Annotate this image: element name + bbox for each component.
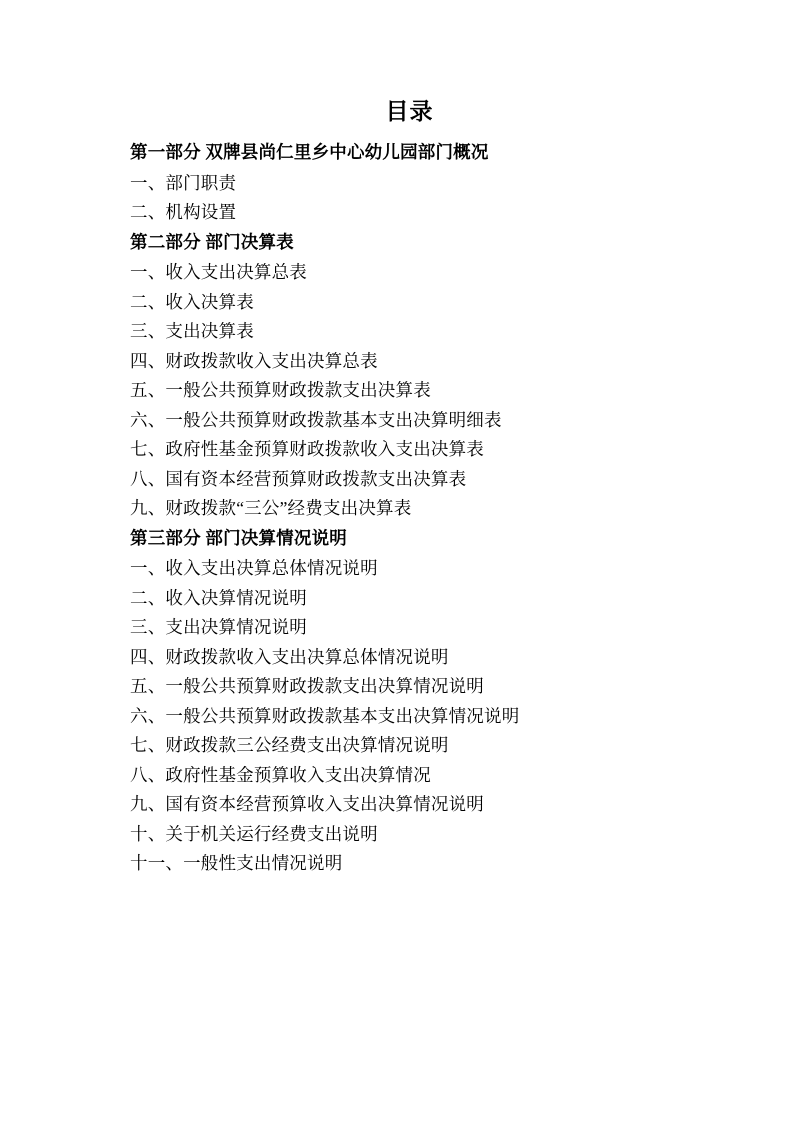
toc-entry-item[interactable]: 六、一般公共预算财政拨款基本支出决算情况说明 <box>130 705 520 726</box>
toc-entry-item[interactable]: 五、一般公共预算财政拨款支出决算情况说明 <box>130 676 484 697</box>
toc-entry-item[interactable]: 二、收入决算情况说明 <box>130 587 307 608</box>
toc-entry-item[interactable]: 十、关于机关运行经费支出说明 <box>130 823 378 844</box>
table-of-contents <box>130 144 689 873</box>
toc-entry-item[interactable]: 六、一般公共预算财政拨款基本支出决算明细表 <box>130 409 502 430</box>
toc-entry-part[interactable]: 第一部分 双牌县尚仁里乡中心幼儿园部门概况 <box>130 142 489 163</box>
toc-entry-item[interactable]: 九、国有资本经营预算收入支出决算情况说明 <box>130 794 484 815</box>
toc-entry-item[interactable]: 四、财政拨款收入支出决算总表 <box>130 350 378 371</box>
toc-entry-item[interactable]: 二、机构设置 <box>130 202 237 223</box>
toc-entry-item[interactable]: 五、一般公共预算财政拨款支出决算表 <box>130 380 431 401</box>
toc-entry-item[interactable]: 十一、一般性支出情况说明 <box>130 853 343 874</box>
toc-entry-item[interactable]: 八、国有资本经营预算财政拨款支出决算表 <box>130 468 467 489</box>
toc-entry-item[interactable]: 七、财政拨款三公经费支出决算情况说明 <box>130 735 449 756</box>
toc-entry-part[interactable]: 第三部分 部门决算情况说明 <box>130 527 347 548</box>
toc-entry-item[interactable]: 九、财政拨款“三公”经费支出决算表 <box>130 498 412 519</box>
toc-entry-item[interactable]: 一、收入支出决算总表 <box>130 262 307 283</box>
toc-entry-item[interactable]: 二、收入决算表 <box>130 291 254 312</box>
toc-entry-item[interactable]: 三、支出决算表 <box>130 321 254 342</box>
toc-entry-item[interactable]: 一、部门职责 <box>130 172 237 193</box>
toc-entry-item[interactable]: 八、政府性基金预算收入支出决算情况 <box>130 764 431 785</box>
toc-entry-item[interactable]: 一、收入支出决算总体情况说明 <box>130 558 378 579</box>
toc-entry-part[interactable]: 第二部分 部门决算表 <box>130 231 294 252</box>
toc-entry-item[interactable]: 三、支出决算情况说明 <box>130 617 307 638</box>
toc-entry-item[interactable]: 四、财政拨款收入支出决算总体情况说明 <box>130 646 449 667</box>
toc-entry-item[interactable]: 七、政府性基金预算财政拨款收入支出决算表 <box>130 439 484 460</box>
page-title: 目录 <box>385 99 434 124</box>
